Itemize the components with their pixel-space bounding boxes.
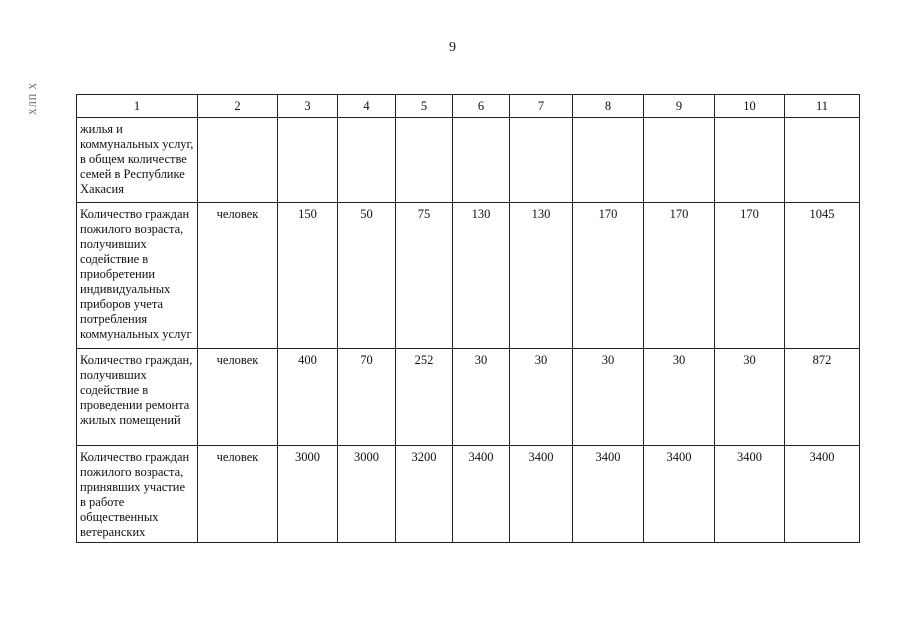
indicator-name-cell: жилья и коммунальных услуг, в общем количестве семей в Республике Хакасия [77, 118, 198, 203]
value-cell: 3000 [338, 446, 396, 543]
unit-cell: человек [198, 203, 278, 349]
column-header: 1 [77, 95, 198, 118]
value-cell: 3000 [278, 446, 338, 543]
table-row [77, 203, 860, 349]
indicator-name-cell: Количество граждан, получивших содействие в проведении ремонта жилых помещений [77, 349, 198, 446]
value-cell: 130 [453, 203, 510, 349]
indicator-name-cell: Количество граждан пожилого возраста, принявших участие в работе общественных ветеранских [77, 446, 198, 543]
value-cell: 170 [644, 203, 715, 349]
indicator-name-cell: Количество граждан пожилого возраста, получивших содействие в приобретении индивидуальных приборов учета потребления коммунальных услуг [77, 203, 198, 349]
indicators-table [76, 94, 860, 543]
margin-mark: ХЛП Х [28, 82, 38, 115]
value-cell: 30 [453, 349, 510, 446]
value-cell: 3200 [396, 446, 453, 543]
value-cell: 30 [715, 349, 785, 446]
table-header-row [77, 95, 860, 118]
column-header: 9 [644, 95, 715, 118]
value-cell [785, 118, 860, 203]
unit-cell: человек [198, 446, 278, 543]
column-header: 4 [338, 95, 396, 118]
column-header: 5 [396, 95, 453, 118]
value-cell [278, 118, 338, 203]
value-cell: 30 [573, 349, 644, 446]
column-header: 11 [785, 95, 860, 118]
value-cell: 130 [510, 203, 573, 349]
value-cell [510, 118, 573, 203]
column-header: 2 [198, 95, 278, 118]
value-cell: 30 [644, 349, 715, 446]
column-header: 6 [453, 95, 510, 118]
value-cell [453, 118, 510, 203]
unit-cell [198, 118, 278, 203]
value-cell: 170 [715, 203, 785, 349]
value-cell: 252 [396, 349, 453, 446]
column-header: 3 [278, 95, 338, 118]
table-row [77, 446, 860, 543]
value-cell: 170 [573, 203, 644, 349]
value-cell: 872 [785, 349, 860, 446]
value-cell [715, 118, 785, 203]
value-cell: 75 [396, 203, 453, 349]
table-row [77, 349, 860, 446]
value-cell [396, 118, 453, 203]
value-cell: 3400 [715, 446, 785, 543]
column-header: 7 [510, 95, 573, 118]
table-row [77, 118, 860, 203]
value-cell [338, 118, 396, 203]
column-header: 8 [573, 95, 644, 118]
value-cell: 3400 [573, 446, 644, 543]
value-cell: 3400 [510, 446, 573, 543]
value-cell: 70 [338, 349, 396, 446]
value-cell [644, 118, 715, 203]
value-cell: 30 [510, 349, 573, 446]
page-number: 9 [449, 40, 456, 55]
value-cell: 150 [278, 203, 338, 349]
unit-cell: человек [198, 349, 278, 446]
value-cell: 1045 [785, 203, 860, 349]
value-cell: 3400 [644, 446, 715, 543]
value-cell: 3400 [453, 446, 510, 543]
value-cell [573, 118, 644, 203]
column-header: 10 [715, 95, 785, 118]
value-cell: 50 [338, 203, 396, 349]
value-cell: 3400 [785, 446, 860, 543]
value-cell: 400 [278, 349, 338, 446]
